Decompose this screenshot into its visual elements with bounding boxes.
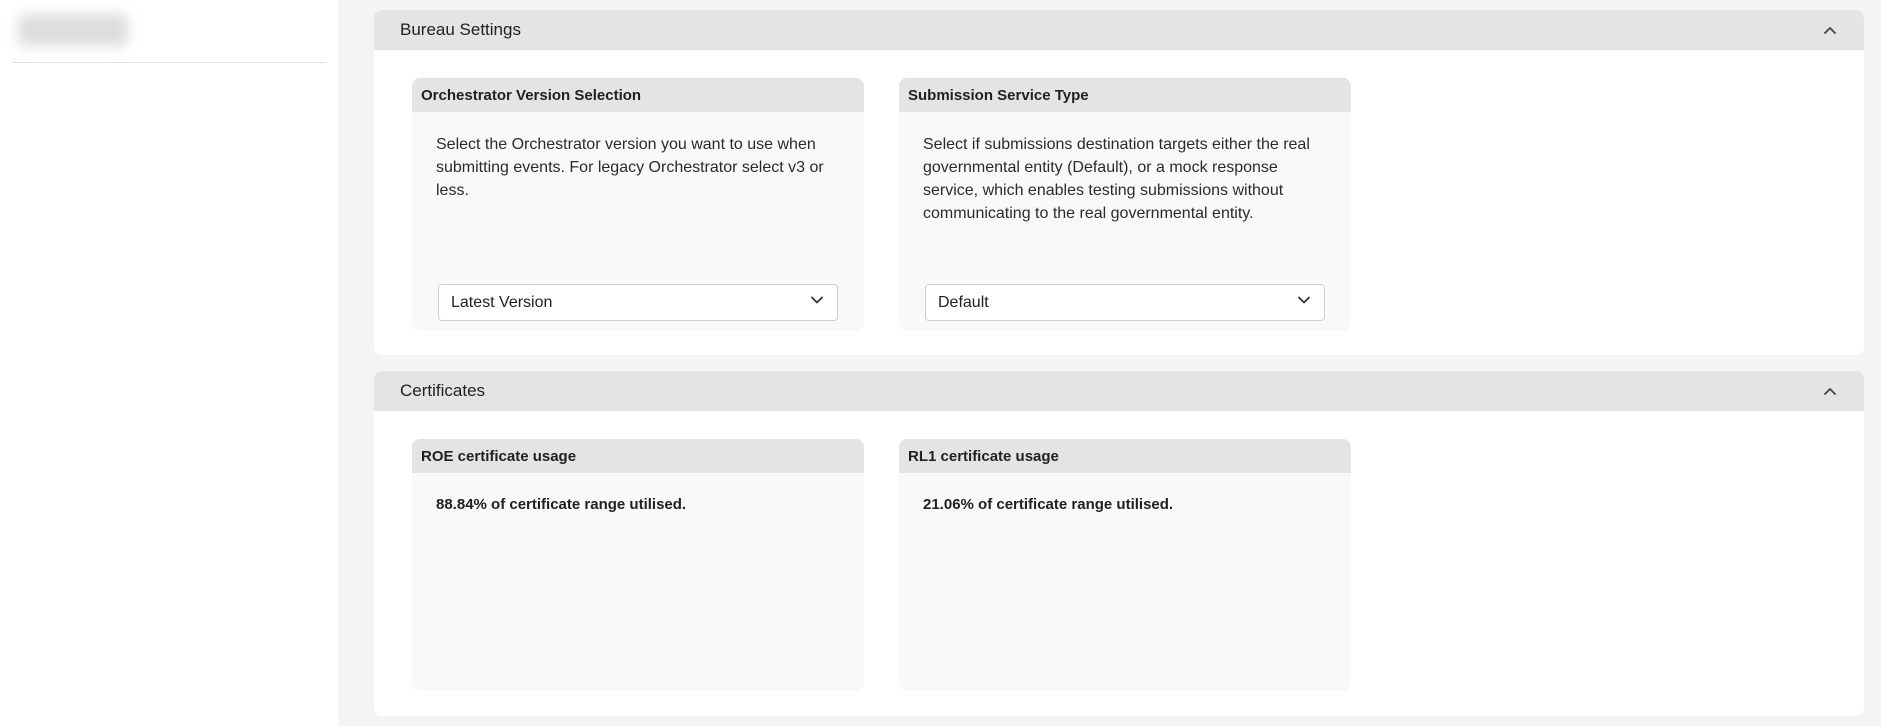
orchestrator-version-card — [412, 78, 864, 331]
certificates-header[interactable] — [374, 371, 1864, 411]
main-content — [338, 0, 1881, 726]
sidebar — [0, 0, 338, 726]
roe-certificate-card — [412, 439, 864, 691]
submission-service-select[interactable] — [925, 284, 1325, 321]
chevron-up-icon[interactable] — [1822, 383, 1838, 399]
sidebar-divider — [12, 62, 326, 63]
select-value: Default — [938, 293, 989, 311]
section-title: Certificates — [400, 381, 486, 400]
chevron-up-icon[interactable] — [1822, 22, 1838, 38]
select-value: Latest Version — [451, 293, 553, 311]
bureau-settings-header[interactable] — [374, 10, 1864, 50]
card-title: Submission Service Type — [899, 78, 1351, 112]
certificates-section — [374, 371, 1864, 716]
certificate-usage-text: 21.06% of certificate range utilised. — [923, 496, 1174, 513]
card-description: Select if submissions destination targets either the real governmental entity (Default), or a mock response service, which enables testing submissions without communicating to the real governmental entity. — [923, 136, 1310, 222]
card-description: Select the Orchestrator version you want to use when submitting events. For legacy Orchestrator select v3 or less. — [436, 136, 824, 199]
submission-service-card — [899, 78, 1351, 331]
logo-blurred — [18, 14, 128, 46]
section-title: Bureau Settings — [400, 20, 521, 39]
chevron-down-icon — [1296, 292, 1312, 313]
card-title: Orchestrator Version Selection — [412, 78, 864, 112]
rl1-certificate-card — [899, 439, 1351, 691]
bureau-settings-section — [374, 10, 1864, 355]
card-title: ROE certificate usage — [412, 439, 864, 473]
certificate-usage-text: 88.84% of certificate range utilised. — [436, 496, 687, 513]
chevron-down-icon — [809, 292, 825, 313]
orchestrator-version-select[interactable] — [438, 284, 838, 321]
card-title: RL1 certificate usage — [899, 439, 1351, 473]
